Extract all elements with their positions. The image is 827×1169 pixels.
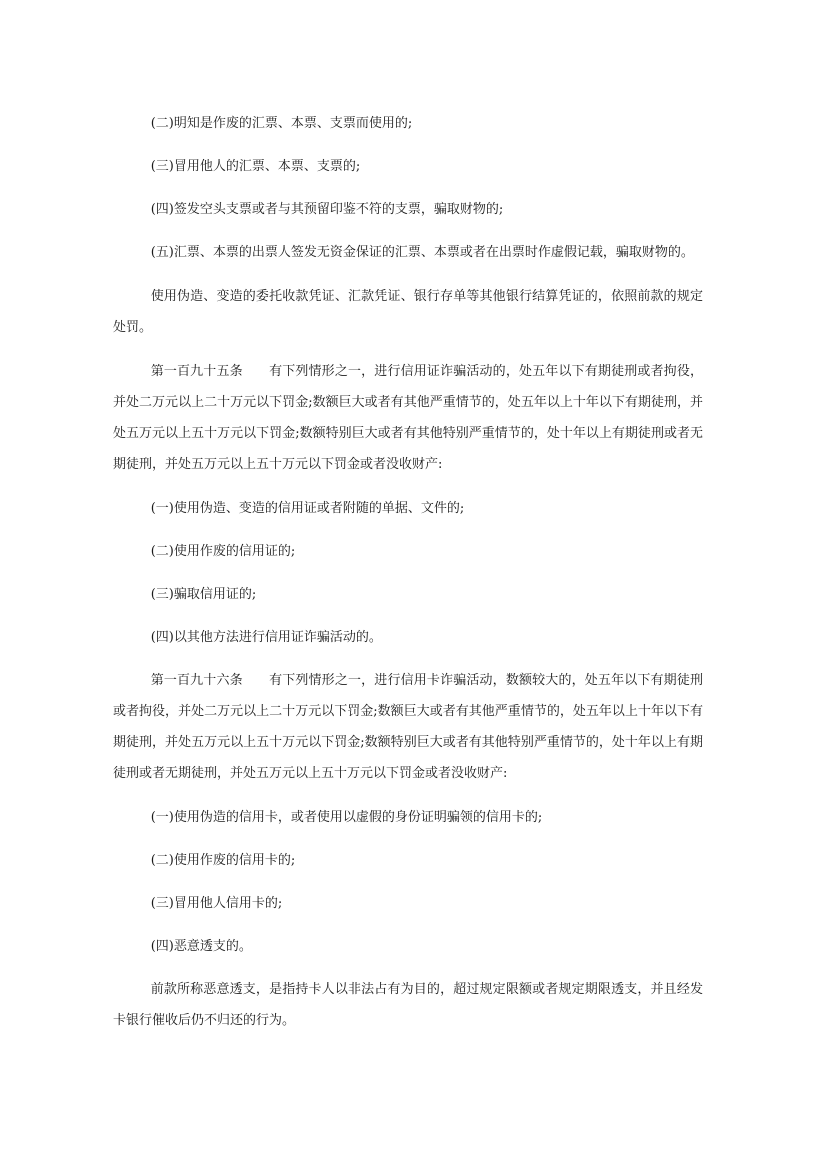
clause-paragraph: (二)明知是作废的汇票、本票、支票而使用的; [150,116,413,131]
clause-paragraph: (一)使用伪造的信用卡，或者使用以虚假的身份证明骗领的信用卡的; [150,810,543,825]
article-196-paragraph: 第一百九十六条 有下列情形之一，进行信用卡诈骗活动，数额较大的，处五年以下有期徒刑或者拘役，并处二万元以上二十万元以下罚金;数额巨大或者有其他严重情节的，处五年以上十年以下有期徒刑，并处五万元以上五十万元以下罚金;数额特别巨大或者有其他特别严重情节的，处十年以上有期徒刑或者无期徒刑，并处五万元以上五十万元以下罚金或者没收财产: [113,673,703,781]
clause-paragraph: (一)使用伪造、变造的信用证或者附随的单据、文件的; [150,501,465,516]
definition-paragraph: 前款所称恶意透支，是指持卡人以非法占有为目的，超过规定限额或者规定期限透支，并且经发卡银行催收后仍不归还的行为。 [113,982,703,1028]
document-body [113,108,703,1049]
clause-paragraph: (二)使用作废的信用卡的; [150,853,296,868]
body-paragraph: 使用伪造、变造的委托收款凭证、汇款凭证、银行存单等其他银行结算凭证的，依照前款的规定处罚。 [113,289,703,335]
article-195-paragraph: 第一百九十五条 有下列情形之一，进行信用证诈骗活动的，处五年以下有期徒刑或者拘役，并处二万元以上二十万元以下罚金;数额巨大或者有其他严重情节的，处五年以上十年以下有期徒刑，并处五万元以上五十万元以下罚金;数额特别巨大或者有其他特别严重情节的，处十年以上有期徒刑或者无期徒刑，并处五万元以上五十万元以下罚金或者没收财产: [113,364,703,472]
clause-paragraph: (三)冒用他人信用卡的; [150,896,283,911]
clause-paragraph: (五)汇票、本票的出票人签发无资金保证的汇票、本票或者在出票时作虚假记载，骗取财物的。 [150,245,694,260]
clause-paragraph: (二)使用作废的信用证的; [150,544,296,559]
clause-paragraph: (四)签发空头支票或者与其预留印鉴不符的支票，骗取财物的; [150,202,504,217]
clause-paragraph: (四)恶意透支的。 [150,939,252,954]
clause-paragraph: (四)以其他方法进行信用证诈骗活动的。 [150,630,382,645]
clause-paragraph: (三)骗取信用证的; [150,587,257,602]
clause-paragraph: (三)冒用他人的汇票、本票、支票的; [150,159,361,174]
